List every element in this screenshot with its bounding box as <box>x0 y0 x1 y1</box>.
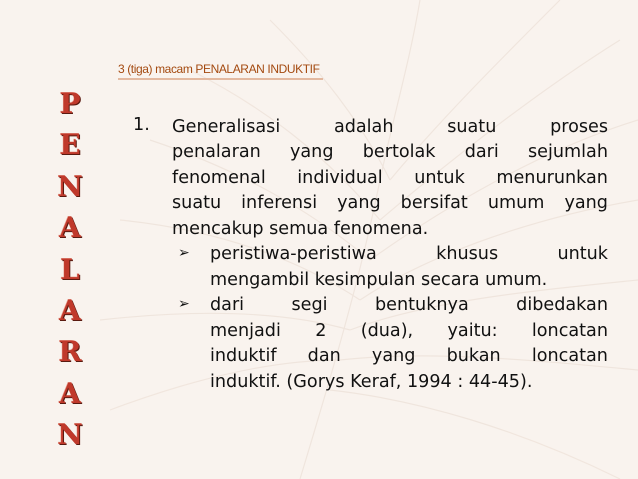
item-line: mencakup semua fenomena. <box>172 219 429 239</box>
word: Generalisasi <box>172 117 281 137</box>
arrow-bullet-icon: ➢ <box>178 296 190 312</box>
word: untuk <box>557 244 608 264</box>
title-letter: E <box>59 128 81 162</box>
word: bersifat <box>400 193 468 213</box>
word: fenomenal <box>172 168 266 188</box>
word: loncatan <box>531 321 608 341</box>
word: yaitu: <box>447 321 498 341</box>
word: sejumlah <box>527 142 608 162</box>
word: menjadi <box>210 321 281 341</box>
item-line-justified <box>172 191 608 215</box>
item-line-justified <box>172 140 608 164</box>
bullet-line-justified <box>210 293 608 317</box>
title-letter: R <box>58 335 82 369</box>
word: loncatan <box>531 346 608 366</box>
word: yang <box>337 193 381 213</box>
word: 2 <box>315 321 327 341</box>
word: suatu <box>172 193 222 213</box>
bullet-line-justified <box>210 242 608 266</box>
title-letter: P <box>59 87 81 120</box>
bullet-line: induktif. (Gorys Keraf, 1994 : 44-45). <box>210 372 533 392</box>
word: menurunkan <box>496 168 608 188</box>
word: dari <box>464 142 499 162</box>
item-line-justified <box>172 166 608 190</box>
word: dari <box>210 295 245 315</box>
word: umum <box>487 193 545 213</box>
word: segi <box>291 295 328 315</box>
word: yang <box>564 193 608 213</box>
word: yang <box>289 142 334 162</box>
word: peristiwa-peristiwa <box>210 244 377 264</box>
title-letter: N <box>57 169 83 203</box>
word: suatu <box>447 117 497 137</box>
word: individual <box>297 168 383 188</box>
bullet-line-justified <box>210 344 608 368</box>
word: khusus <box>436 244 499 264</box>
title-letter: L <box>60 252 80 286</box>
word: dan <box>307 346 341 366</box>
word: untuk <box>414 168 465 188</box>
word: bertolak <box>362 142 436 162</box>
bullet-line: mengambil kesimpulan secara umum. <box>210 270 548 290</box>
word: penalaran <box>172 142 261 162</box>
slide-heading-text: 3 (tiga) macam PENALARAN INDUKTIF <box>118 62 320 76</box>
word: inferensi <box>241 193 318 213</box>
title-letter: A <box>59 211 81 245</box>
word: dibedakan <box>516 295 608 315</box>
item-line-justified <box>172 115 608 139</box>
item-number: 1. <box>133 115 150 135</box>
word: bentuknya <box>375 295 469 315</box>
title-letter: N <box>57 418 83 452</box>
arrow-bullet-icon: ➢ <box>178 245 190 261</box>
bullet-line-justified <box>210 319 608 343</box>
word: proses <box>550 117 608 137</box>
title-letter: A <box>59 376 81 410</box>
title-letter: A <box>59 294 81 328</box>
word: yang <box>371 346 416 366</box>
word: bukan <box>446 346 501 366</box>
word: adalah <box>333 117 394 137</box>
word: (dua), <box>360 321 414 341</box>
word: induktif <box>210 346 277 366</box>
